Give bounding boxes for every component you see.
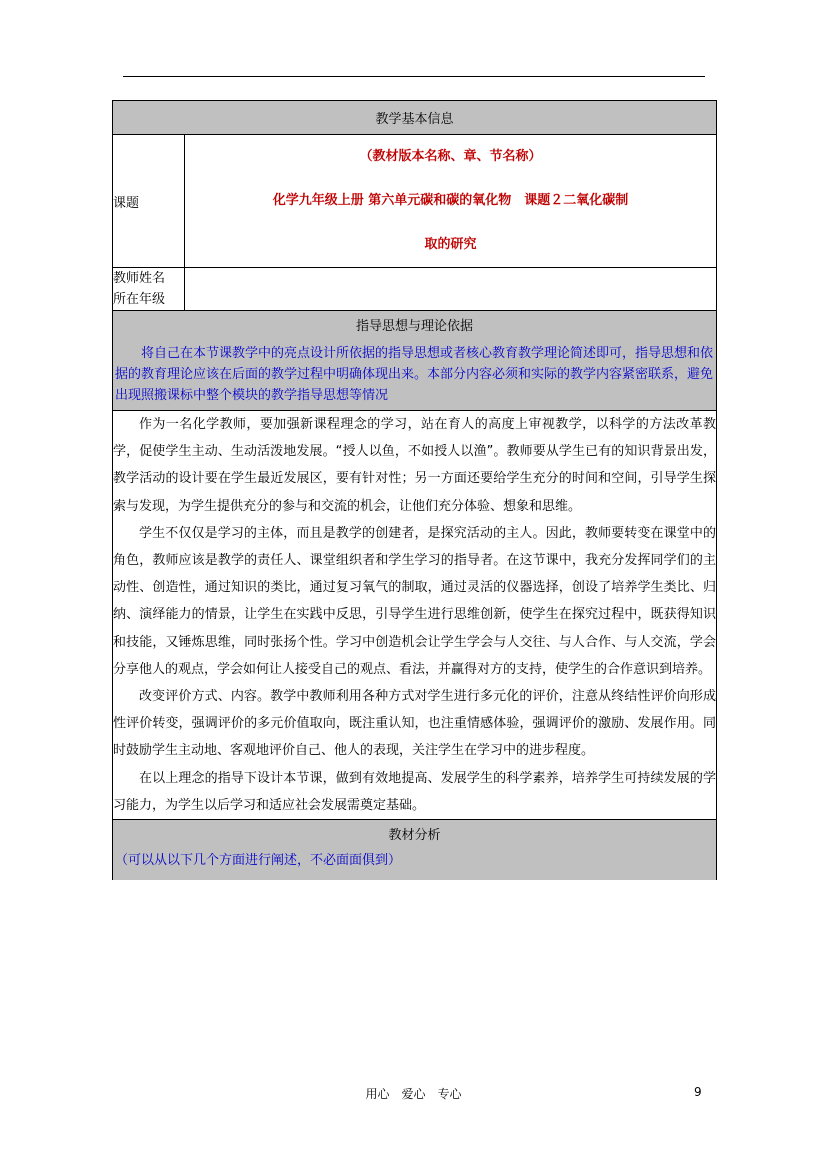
teacher-info-labels bbox=[113, 268, 185, 311]
topic-content bbox=[185, 135, 717, 268]
guidance-header-cell bbox=[113, 311, 717, 411]
grade-label: 所在年级 bbox=[113, 292, 166, 307]
topic-line-2: 化学九年级上册 第六单元碳和碳的氧化物 课题２二氧化碳制 bbox=[272, 193, 629, 208]
footer-motto: 用心 爱心 专心 bbox=[365, 1087, 462, 1101]
material-note: （可以从以下几个方面进行阐述，不必面面俱到） bbox=[115, 853, 402, 869]
paragraph: 在以上理念的指导下设计本节课，做到有效地提高、发展学生的科学素养，培养学生可持续发展的学习能力，为学生以后学习和适应社会发展需奠定基础。 bbox=[113, 770, 717, 813]
teacher-info-value bbox=[185, 268, 717, 311]
material-header-cell bbox=[113, 820, 717, 881]
paragraph: 改变评价方式、内容。教学中教师利用各种方式对学生进行多元化的评价，注意从终结性评价向形成性评价转变，强调评价的多元价值取向，既注重认知，也注重情感体验，强调评价的激励、发展作用。同时鼓励学生主动地、客观地评价自己、他人的表现，关注学生在学习中的进步程度。 bbox=[113, 689, 717, 759]
section-basic-info: 教学基本信息 bbox=[113, 101, 717, 135]
topic-line-3: 取的研究 bbox=[424, 237, 477, 252]
header-rule bbox=[123, 76, 705, 77]
guidance-body bbox=[113, 411, 717, 820]
guidance-note: 将自己在本节课教学中的亮点设计所依据的指导思想或者核心教育教学理论简述即可，指导思想和依据的教育理论应该在后面的教学过程中明确体现出来。本部分内容必须和实际的教学内容紧密联系，避免出现照搬课标中整个模块的教学指导思想等情况 bbox=[115, 346, 714, 403]
topic-label: 课题 bbox=[113, 135, 185, 268]
lesson-plan-table bbox=[112, 100, 717, 880]
section-material: 教材分析 bbox=[388, 828, 441, 844]
paragraph: 学生不仅仅是学习的主体，而且是教学的创建者，是探究活动的主人。因此，教师要转变在课堂中的角色，教师应该是教学的责任人、课堂组织者和学生学习的指导者。在这节课中，我充分发挥同学们的主动性、创造性，通过知识的类比，通过复习氧气的制取，通过灵活的仪器选择，创设了培养学生类比、归纳、演绎能力的情景，让学生在实践中反思，引导学生进行思维创新，使学生在探究过程中，既获得知识和技能，又锤炼思维，同时张扬个性。学习中创造机会让学生学会与人交往、与人合作、与人交流，学会分享他人的观点，学会如何让人接受自己的观点、看法，并赢得对方的支持，使学生的合作意识到培养。 bbox=[113, 525, 717, 677]
section-guidance: 指导思想与理论依据 bbox=[356, 319, 474, 334]
page-number: 9 bbox=[694, 1085, 702, 1099]
teacher-name-label: 教师姓名 bbox=[113, 271, 166, 286]
paragraph: 作为一名化学教师，要加强新课程理念的学习，站在育人的高度上审视教学，以科学的方法改革教学，促使学生主动、生动活泼地发展。“授人以鱼，不如授人以渔”。教师要从学生已有的知识背景出发，教学活动的设计要在学生最近发展区，要有针对性；另一方面还要给学生充分的时间和空间，引导学生探索与发现，为学生提供充分的参与和交流的机会，让他们充分体验、想象和思维。 bbox=[113, 417, 717, 514]
topic-line-1: （教材版本名称、章、节名称） bbox=[359, 149, 542, 164]
